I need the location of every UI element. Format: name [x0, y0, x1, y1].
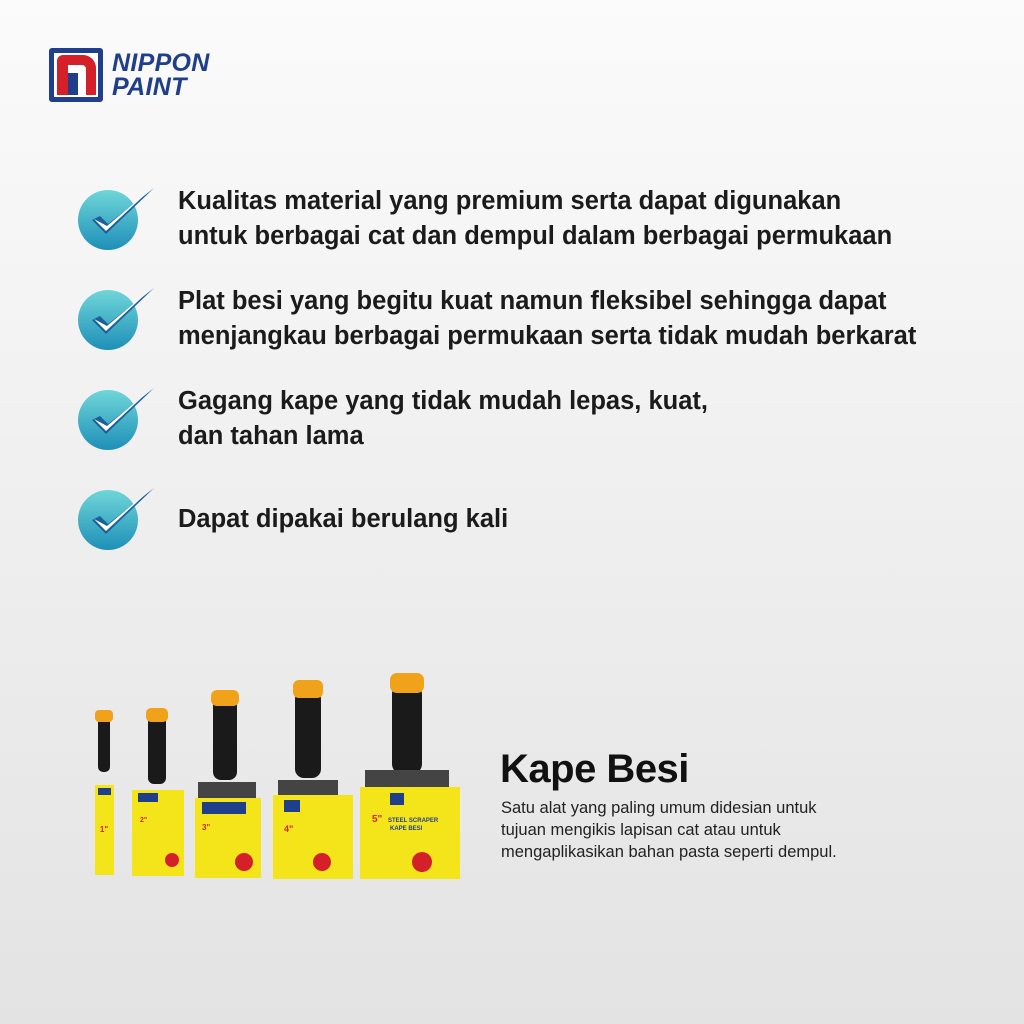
- feature-text-line1: Gagang kape yang tidak mudah lepas, kuat,: [178, 387, 708, 415]
- feature-text-line2: menjangkau berbagai permukaan serta tidak mudah berkarat: [178, 322, 917, 350]
- brand-logo: [48, 47, 210, 103]
- size-label: 4": [284, 824, 294, 834]
- feature-text-line1: Dapat dipakai berulang kali: [178, 505, 509, 533]
- brand-name-line2: PAINT: [112, 73, 187, 101]
- feature-text-line2: dan tahan lama: [178, 422, 364, 450]
- checkmark-badge-icon: [78, 486, 158, 552]
- product-title: Kape Besi: [500, 747, 689, 791]
- scraper-product-lineup: [90, 670, 470, 885]
- feature-item: [78, 286, 917, 352]
- scraper-5in: [360, 673, 460, 879]
- scraper-3in: [195, 690, 261, 878]
- checkmark-badge-icon: [78, 186, 158, 252]
- checkmark-badge-icon: [78, 286, 158, 352]
- size-label: 2": [140, 817, 148, 824]
- nippon-paint-logo-icon: [48, 47, 104, 103]
- feature-item: [78, 386, 708, 452]
- feature-item: [78, 186, 893, 252]
- package-sublabel: KAPE BESI: [390, 826, 423, 832]
- scraper-2in: [132, 708, 184, 876]
- product-description: Satu alat yang paling umum didesian untuk tujuan mengikis lapisan cat atau untuk mengaplikasikan bahan pasta seperti dempul.: [501, 799, 837, 861]
- size-label: 3": [202, 823, 211, 832]
- scraper-1in: [95, 710, 114, 875]
- feature-text-line1: Kualitas material yang premium serta dapat digunakan: [178, 187, 842, 215]
- scraper-4in: [273, 680, 353, 879]
- brand-name-line1: NIPPON: [112, 49, 210, 77]
- feature-item: [78, 486, 509, 552]
- checkmark-badge-icon: [78, 386, 158, 452]
- package-label: STEEL SCRAPER: [388, 818, 439, 824]
- feature-text-line2: untuk berbagai cat dan dempul dalam berbagai permukaan: [178, 222, 893, 250]
- size-label: 5": [372, 814, 383, 825]
- size-label: 1": [99, 825, 109, 834]
- feature-text-line1: Plat besi yang begitu kuat namun fleksibel sehingga dapat: [178, 287, 887, 315]
